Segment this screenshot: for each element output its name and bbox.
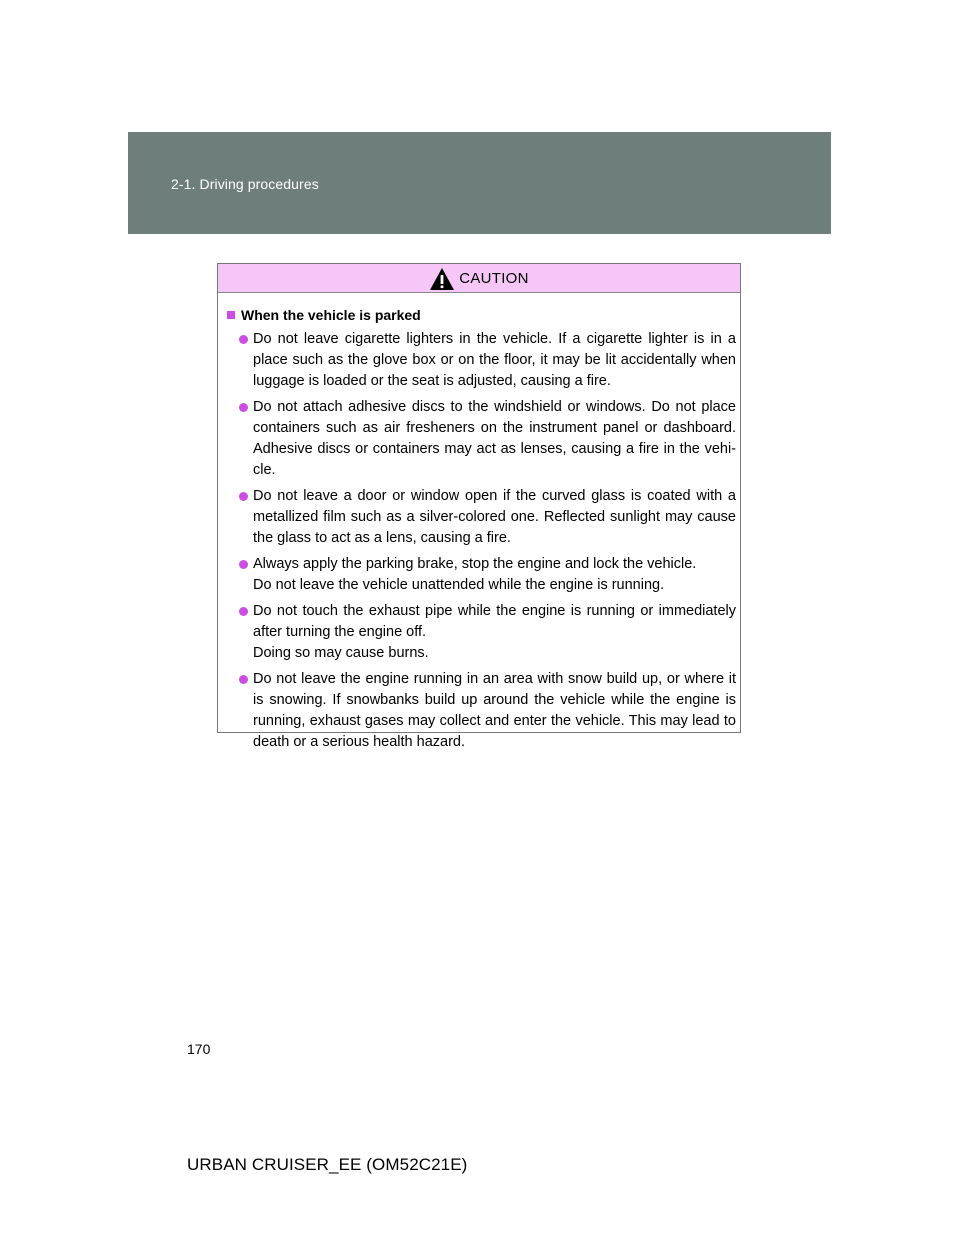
list-item	[218, 601, 740, 664]
page-number: 170	[187, 1041, 211, 1057]
list-item-text: Do not touch the exhaust pipe while the engine is running or immediately after turning the engine off. Doing so may cause burns.	[253, 603, 736, 661]
list-item	[218, 486, 740, 549]
warning-triangle-icon	[429, 267, 455, 291]
circle-bullet-icon	[239, 675, 248, 684]
list-item-text: Do not leave the engine running in an area with snow build up, or where it is snowing. If snowbanks build up around the vehicle while the engine is running, exhaust gases may collect and enter the vehicle. This may lead to death or a serious health hazard.	[253, 671, 736, 750]
caution-label: CAUTION	[459, 269, 529, 287]
caution-list	[218, 329, 740, 753]
caution-box	[217, 263, 741, 750]
circle-bullet-icon	[239, 403, 248, 412]
section-title: 2-1. Driving procedures	[171, 176, 319, 192]
circle-bullet-icon	[239, 335, 248, 344]
list-item-text: Always apply the parking brake, stop the engine and lock the vehicle. Do not leave the vehicle unattended while the engine is running.	[253, 556, 697, 593]
list-item-text: Do not leave cigarette lighters in the vehicle. If a cigarette lighter is in a place such as the glove box or on the floor, it may be lit accidentally when luggage is loaded or the seat is adjusted, causing a fire.	[253, 331, 736, 389]
list-item	[218, 397, 740, 481]
list-item-text: Do not leave a door or window open if the curved glass is coated with a metallized film such as a silver-colored one. Reflected sunlight may cause the glass to act as a lens, causing a fire.	[253, 488, 736, 546]
square-bullet-icon	[227, 311, 235, 319]
list-item	[218, 554, 740, 596]
document-code: URBAN CRUISER_EE (OM52C21E)	[187, 1155, 468, 1174]
circle-bullet-icon	[239, 492, 248, 501]
list-item	[218, 329, 740, 392]
header-band	[128, 132, 831, 234]
circle-bullet-icon	[239, 607, 248, 616]
list-item	[218, 669, 740, 753]
subheading-text: When the vehicle is parked	[241, 306, 421, 323]
caution-body	[218, 293, 740, 753]
caution-header	[218, 264, 740, 293]
caution-subheading	[227, 305, 740, 324]
circle-bullet-icon	[239, 560, 248, 569]
list-item-text: Do not attach adhesive discs to the windshield or windows. Do not place containers such as air fresheners on the instrument panel or dashboard. Adhesive discs or containers may act as lenses, causing a fire in the vehi-cle.	[253, 399, 736, 478]
